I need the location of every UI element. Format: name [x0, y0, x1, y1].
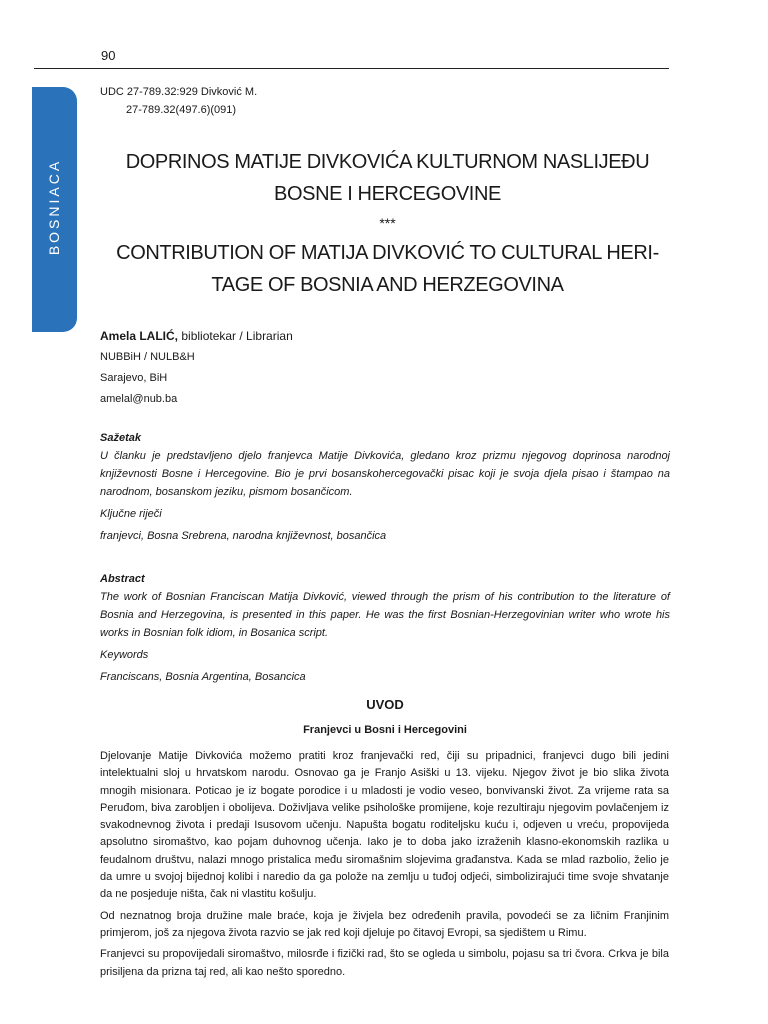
- body-paragraph: Djelovanje Matije Divkovića možemo pratiti kroz franjevački red, čiji su pripadnici, franjevci dugo bili jedini intelektualni sloj u hrvatskom narodu. Osnovao ga je Franjo Asiški u 13. vijeku. Njegov život je bio slika života mnogih misionara. Poticao je iz bogate porodice i u mladosti je vodio veseo, bonvivanski život. Za vrijeme rata sa Peruđom, biva zarobljen i obolijeva. Doživljava velike psihološke promijene, koje rezultiraju njegovim povlačenjem iz svakodnevnog života i predaji Isusovom učenju. Napušta bogatu roditeljsku kuću i, odjeven u vreću, propovijeda apsolutno siromaštvo, kao pojam duhovnog učenja. Iako je to doba jako izraženih klasno-ekonomskih razlika u feudalnom društvu, nalazi mnogo pristalica među siromašnim slojevima građanstva. Kada se mlad razbolio, želio je da umre u svojoj bijednoj kolibi i naredio da ga polože na zemlju u tuđoj odjeći, simbolizirajući time svoje shvatanje da ne posjeduje ništa, čak ni vlastitu košulju.: [100, 750, 669, 901]
- sazetak-heading: Sažetak: [100, 432, 141, 444]
- title-english-line-1: CONTRIBUTION OF MATIJA DIVKOVIĆ TO CULTURAL HERI-: [116, 242, 659, 264]
- author-email[interactable]: amelal@nub.ba: [100, 393, 178, 405]
- author-name: Amela LALIĆ,: [100, 329, 179, 343]
- header-rule: [34, 68, 669, 69]
- section-subheading: Franjevci u Bosni i Hercegovini: [303, 724, 467, 736]
- title-english-line-2: TAGE OF BOSNIA AND HERZEGOVINA: [211, 274, 564, 296]
- journal-side-tab-label: BOSNIACA: [46, 158, 62, 256]
- page-number: 90: [101, 48, 116, 63]
- udc-line-1: UDC 27-789.32:929 Divković M.: [100, 86, 258, 98]
- section-heading-uvod: UVOD: [366, 697, 404, 712]
- abstract-section: [100, 570, 670, 686]
- abstract-keywords-label: Keywords: [100, 649, 149, 661]
- body-paragraph: Franjevci su propovijedali siromaštvo, milosrđe i fizički rad, što se ogleda u simbolu, pojasu sa tri čvora. Crkva je bila prisiljena da prizna taj red, ali kao nešto sporedno.: [100, 948, 669, 978]
- abstract-keywords: Franciscans, Bosnia Argentina, Bosancica: [100, 671, 306, 683]
- abstract-heading: Abstract: [100, 573, 145, 585]
- author-line: [100, 326, 293, 347]
- body-paragraph: Od neznatnog broja družine male braće, koja je živjela bez određenih pravila, povodeći se za ličnim Franjinim primjerom, još za njegova života razvio se jak red koji djeluje po čitavoj Evropi, sa sjedištem u Rimu.: [100, 909, 669, 939]
- author-role: bibliotekar / Librarian: [178, 329, 293, 343]
- sazetak-section: [100, 429, 670, 545]
- title-bosnian-line-1: DOPRINOS MATIJE DIVKOVIĆA KULTURNOM NASLIJEĐU: [125, 151, 650, 173]
- sazetak-text: U članku je predstavljeno djelo franjevca Matije Divkovića, gledano kroz prizmu njegovog doprinosa narodnoj književnosti Bosne i Hercegovine. Bio je prvi bosanskohercegovački pisac koji je svoja djela pisao i štampao na narodnom, bosanskom jeziku, pismom bosančicom.: [100, 450, 670, 498]
- udc-line-2: 27-789.32(497.6)(091): [126, 104, 237, 116]
- author-block: [100, 326, 293, 410]
- abstract-text: The work of Bosnian Franciscan Matija Divković, viewed through the prism of his contribution to the literature of Bosnia and Herzegovina, is presented in this paper. He was the first Bosnian-Herzegovinian writer who wrote his works in Bosnian folk idiom, in Bosanica script.: [100, 591, 670, 639]
- udc-block: [100, 83, 257, 119]
- title-separator: ***: [379, 215, 396, 231]
- title-bosnian-line-2: BOSNE I HERCEGOVINE: [274, 183, 501, 205]
- article-titles: [95, 146, 680, 301]
- sazetak-keywords: franjevci, Bosna Srebrena, narodna književnost, bosančica: [100, 530, 387, 542]
- sazetak-keywords-label: Ključne riječi: [100, 508, 162, 520]
- body-text: [100, 748, 669, 985]
- author-institution: NUBBiH / NULB&H: [100, 351, 195, 363]
- author-city: Sarajevo, BiH: [100, 372, 168, 384]
